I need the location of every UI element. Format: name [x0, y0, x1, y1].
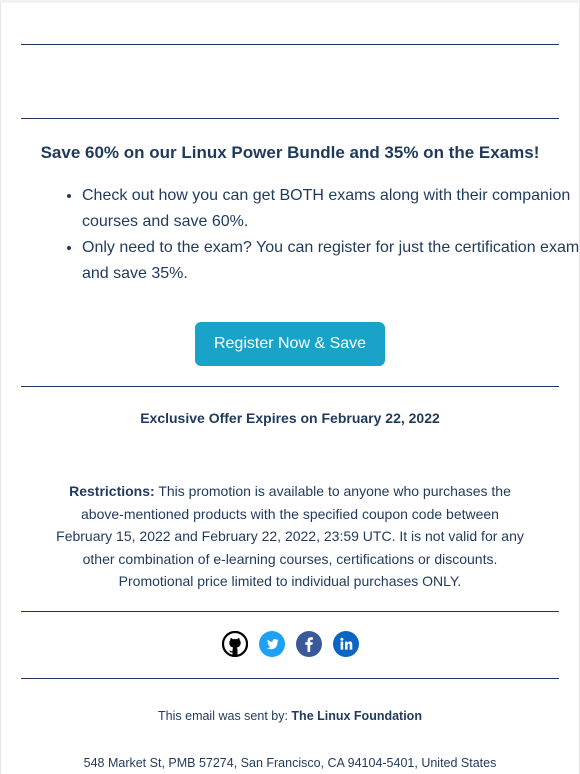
list-item: • Check out how you can get BOTH exams along with their companion courses and save 60%. — [82, 183, 580, 235]
divider — [21, 118, 559, 119]
offer-expiry-text: Exclusive Offer Expires on February 22, 2022 — [140, 410, 440, 426]
organization-name: The Linux Foundation — [291, 709, 422, 723]
divider — [21, 678, 559, 679]
restrictions-label: Restrictions: — [69, 483, 155, 499]
mailing-address: 548 Market St, PMB 57274, San Francisco, CA 94104-5401, United States — [83, 756, 497, 770]
sent-by-text — [21, 709, 559, 723]
register-now-button[interactable]: Register Now & Save — [195, 322, 385, 366]
restrictions-text — [52, 480, 528, 593]
list-item: • Only need to the exam? You can register for just the certification exam and save 35%. — [82, 235, 580, 287]
social-links — [21, 631, 559, 659]
divider — [21, 386, 559, 387]
divider — [21, 611, 559, 612]
offer-list — [58, 183, 580, 287]
facebook-icon[interactable] — [296, 631, 322, 659]
github-icon[interactable] — [222, 631, 248, 659]
divider — [21, 44, 559, 45]
top-bar — [0, 0, 580, 3]
linkedin-icon[interactable] — [333, 631, 359, 659]
headline: Save 60% on our Linux Power Bundle and 35% on the Exams! — [40, 143, 540, 162]
restrictions-body: This promotion is available to anyone who purchases the above-mentioned products with the specified coupon code between February 15, 2022 and February 22, 2022, 23:59 UTC. It is not valid for any other combination of e-learning courses, certifications or discounts. Promotional price limited to individual purchases ONLY. — [56, 483, 524, 589]
sent-by-prefix: This email was sent by: — [158, 709, 292, 723]
twitter-icon[interactable] — [259, 631, 285, 659]
